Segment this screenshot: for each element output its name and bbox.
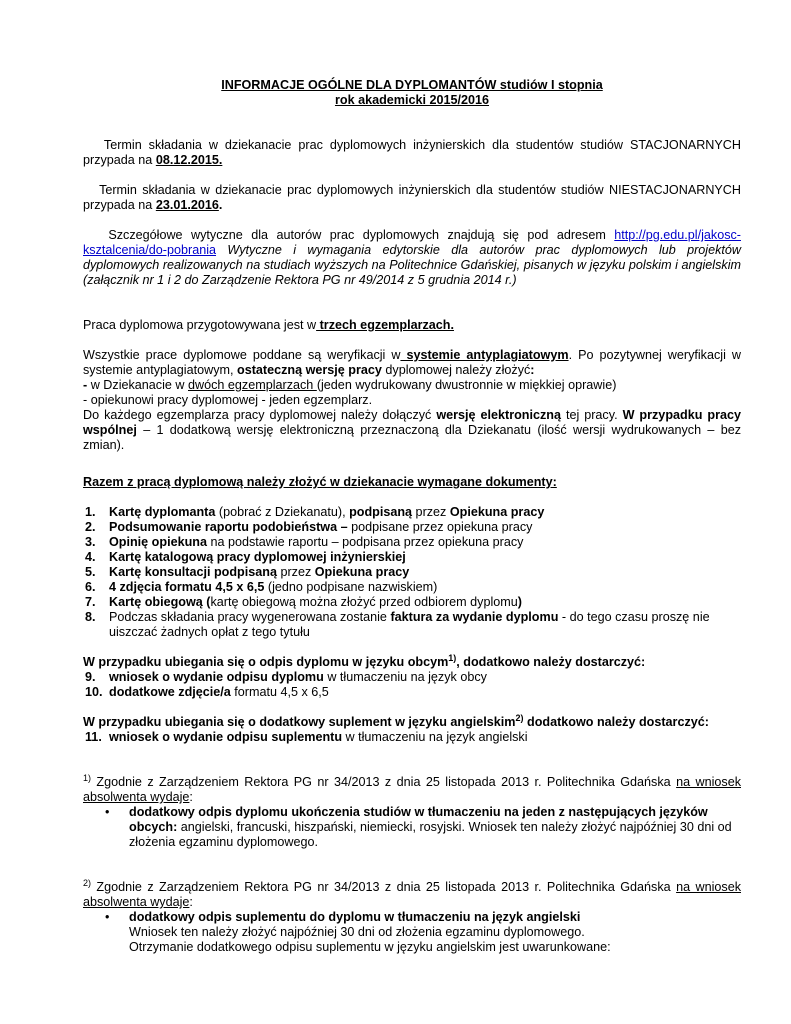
supplement-sup: 2): [515, 712, 524, 723]
guidelines-italic: Wytyczne i wymagania edytorskie dla autorów prac dyplomowych lub projektów dyplomowych realizowanych na studiach wyższych na Politechnice Gdańskiej, pisanych w języku polskim i angielskim (załącznik nr 1 i 2 do Zarządzenie Rektora PG nr 49/2014 z 5 grudnia 2014 r.): [83, 243, 741, 287]
footnote1-bullet: [83, 805, 741, 850]
list-item: [83, 685, 741, 700]
item-b: dodatkowe zdjęcie/a: [109, 685, 231, 699]
stac-date: 08.12.2015.: [155, 153, 223, 167]
item-number: 4.: [85, 550, 96, 564]
item-t: w tłumaczeniu na język angielski: [342, 730, 528, 744]
supplement-list: [83, 730, 741, 745]
item-t2: - do tego czasu proszę nie uiszczać żadnych opłat z tego tytułu: [109, 610, 710, 639]
list-item: [83, 550, 741, 565]
list-item: [83, 505, 741, 520]
antiplag-line-opiekun: - opiekunowi pracy dyplomowej - jeden egzemplarz.: [83, 393, 373, 407]
bullet-icon: •: [105, 910, 110, 924]
item-t: (pobrać z Dziekanatu),: [215, 505, 350, 519]
guidelines-paragraph: [83, 228, 741, 288]
footnote2-line-3: Otrzymanie dodatkowego odpisu suplementu w języku angielskim jest uwarunkowane:: [129, 940, 611, 954]
supplement-heading-a: W przypadku ubiegania się o dodatkowy suplement w języku angielskim: [83, 715, 516, 729]
item-number: 10.: [85, 685, 103, 699]
antiplag-l1b: (jeden wydrukowany dwustronnie w miękkiej oprawie): [316, 378, 617, 392]
niestacjonarne-deadline: [83, 183, 741, 213]
footnote1-bullet-text: angielski, francuski, hiszpański, niemiecki, rosyjski. Wniosek ten należy złożyć najpóźniej 30 dni od złożenia egzaminu dyplomowego.: [129, 820, 732, 849]
niestac-text: Termin składania w dziekanacie prac dyplomowych inżynierskich dla studentów studiów NIESTACJONARNYCH przypada na: [83, 183, 741, 212]
antiplag-colon: :: [530, 363, 535, 377]
item-b: Kartę konsultacji podpisaną: [109, 565, 277, 579]
footnote2-sup: 2): [83, 877, 92, 888]
copies-bold: trzech egzemplarzach.: [316, 318, 454, 332]
item-b2: faktura za wydanie dyplomu: [390, 610, 559, 624]
copies-paragraph: [83, 318, 741, 333]
item-t2: przez: [412, 505, 450, 519]
list-item: [83, 520, 741, 535]
e2: wersję elektroniczną: [436, 408, 561, 422]
antiplag-t3: dyplomowej należy złożyć: [381, 363, 531, 377]
supplement-heading: [83, 712, 741, 730]
item-number: 9.: [85, 670, 96, 684]
item-t: (jedno podpisane nazwiskiem): [264, 580, 438, 594]
item-b: Kartę dyplomanta: [109, 505, 216, 519]
foreign-heading: [83, 652, 741, 670]
footnote2-line-2: Wniosek ten należy złożyć najpóźniej 30 dni od złożenia egzaminu dyplomowego.: [129, 925, 585, 939]
document-title: [83, 78, 741, 108]
e5: – 1 dodatkową wersję elektroniczną przeznaczoną dla Dziekanatu (ilość wersji wydrukowanych – bez zmian).: [83, 423, 741, 452]
foreign-heading-b: , dodatkowo należy dostarczyć:: [456, 655, 646, 669]
item-number: 3.: [85, 535, 96, 549]
foreign-heading-a: W przypadku ubiegania się o odpis dyplomu w języku obcym: [83, 655, 449, 669]
foreign-list: [83, 670, 741, 700]
footnote-2: [83, 877, 741, 910]
item-b: wniosek o wydanie odpisu dyplomu: [109, 670, 324, 684]
antiplag-two-copies: dwóch egzemplarzach: [188, 378, 317, 392]
antiplag-l1a: w Dziekanacie w: [90, 378, 188, 392]
footnote2-bullet-bold: dodatkowy odpis suplementu do dyplomu w tłumaczeniu na język angielski: [129, 910, 581, 924]
e3: tej pracy.: [560, 408, 623, 422]
item-number: 11.: [85, 730, 102, 744]
footnote1-sup: 1): [83, 772, 92, 783]
item-number: 7.: [85, 595, 96, 609]
list-item: [83, 730, 741, 745]
niestac-date: 23.01.2016: [155, 198, 219, 212]
bullet-icon: •: [105, 805, 110, 819]
item-b3: Opiekuna pracy: [449, 505, 545, 519]
item-t: podpisane przez opiekuna pracy: [347, 520, 533, 534]
antiplag-final: ostateczną wersję pracy: [237, 363, 382, 377]
item-b: Kartę obiegową (: [109, 595, 211, 609]
item-b2: ): [517, 595, 522, 609]
item-b: wniosek o wydanie odpisu suplementu: [109, 730, 343, 744]
antiplag-paragraph: [83, 348, 741, 378]
antiplag-t2: . Po pozytywnej weryfikacji w systemie antyplagiatowym,: [83, 348, 741, 377]
stacjonarne-deadline: [83, 138, 741, 168]
item-t: w tłumaczeniu na język obcy: [323, 670, 487, 684]
footnote2-bullet: [83, 910, 741, 925]
copies-text: Praca dyplomowa przygotowywana jest w: [83, 318, 317, 332]
stac-text: Termin składania w dziekanacie prac dyplomowych inżynierskich dla studentów studiów STACJONARNYCH przypada na: [83, 138, 741, 167]
footnote-1: [83, 772, 741, 805]
niestac-end: .: [218, 198, 223, 212]
item-t: przez: [276, 565, 315, 579]
footnote1-bullet-bold: dodatkowy odpis dyplomu ukończenia studiów w tłumaczeniu na jeden z następujących języków obcych:: [129, 805, 708, 834]
document-page: [83, 78, 741, 955]
list-item: [83, 670, 741, 685]
footnote1-text: Zgodnie z Zarządzeniem Rektora PG nr 34/2013 z dnia 25 listopada 2013 r. Politechnika Gdańska: [91, 775, 677, 789]
list-item: [83, 580, 741, 595]
antiplag-dash: -: [83, 378, 91, 392]
item-b2: Opiekuna pracy: [314, 565, 410, 579]
item-t: formatu 4,5 x 6,5: [230, 685, 329, 699]
footnote2-underline: na wniosek absolwenta wydaje: [83, 880, 741, 909]
guidelines-text: Szczegółowe wytyczne dla autorów prac dyplomowych znajdują się pod adresem: [108, 228, 615, 242]
antiplag-system: systemie antyplagiatowym: [400, 348, 569, 362]
e1: Do każdego egzemplarza pracy dyplomowej należy dołączyć: [83, 408, 437, 422]
list-item: [83, 535, 741, 550]
item-number: 1.: [85, 505, 96, 519]
e4: W przypadku pracy wspólnej: [83, 408, 741, 437]
item-number: 2.: [85, 520, 96, 534]
item-b2: podpisaną: [349, 505, 413, 519]
item-t: Podczas składania pracy wygenerowana zostanie: [109, 610, 391, 624]
item-b: 4 zdjęcia formatu 4,5 x 6,5: [109, 580, 265, 594]
foreign-sup: 1): [448, 652, 457, 663]
list-item: [83, 565, 741, 580]
item-t: kartę obiegową można złożyć przed odbiorem dyplomu: [210, 595, 518, 609]
footnote1-end: :: [189, 790, 193, 804]
title-line-2: rok akademicki 2015/2016: [334, 93, 490, 107]
antiplag-line-dziekanat: [83, 378, 741, 393]
item-number: 6.: [85, 580, 96, 594]
item-b: Opinię opiekuna: [109, 535, 207, 549]
title-line-1: INFORMACJE OGÓLNE DLA DYPLOMANTÓW studiów I stopnia: [221, 78, 603, 92]
footnote2-text: Zgodnie z Zarządzeniem Rektora PG nr 34/2013 z dnia 25 listopada 2013 r. Politechnika Gdańska: [91, 880, 677, 894]
list-item: [83, 610, 741, 640]
item-t: na podstawie raportu – podpisana przez opiekuna pracy: [206, 535, 524, 549]
item-b: Kartę katalogową pracy dyplomowej inżynierskiej: [109, 550, 406, 564]
item-number: 8.: [85, 610, 96, 624]
docs-list: [83, 505, 741, 640]
footnote2-end: :: [189, 895, 193, 909]
item-b: Podsumowanie raportu podobieństwa –: [109, 520, 348, 534]
docs-heading: Razem z pracą dyplomową należy złożyć w dziekanacie wymagane dokumenty:: [83, 475, 557, 489]
electronic-version-paragraph: [83, 408, 741, 453]
item-number: 5.: [85, 565, 96, 579]
list-item: [83, 595, 741, 610]
supplement-heading-b: dodatkowo należy dostarczyć:: [523, 715, 709, 729]
footnote1-underline: na wniosek absolwenta wydaje: [83, 775, 741, 804]
antiplag-t1: Wszystkie prace dyplomowe poddane są weryfikacji w: [83, 348, 401, 362]
guidelines-link[interactable]: http://pg.edu.pl/jakosc-ksztalcenia/do-pobrania: [83, 228, 741, 257]
